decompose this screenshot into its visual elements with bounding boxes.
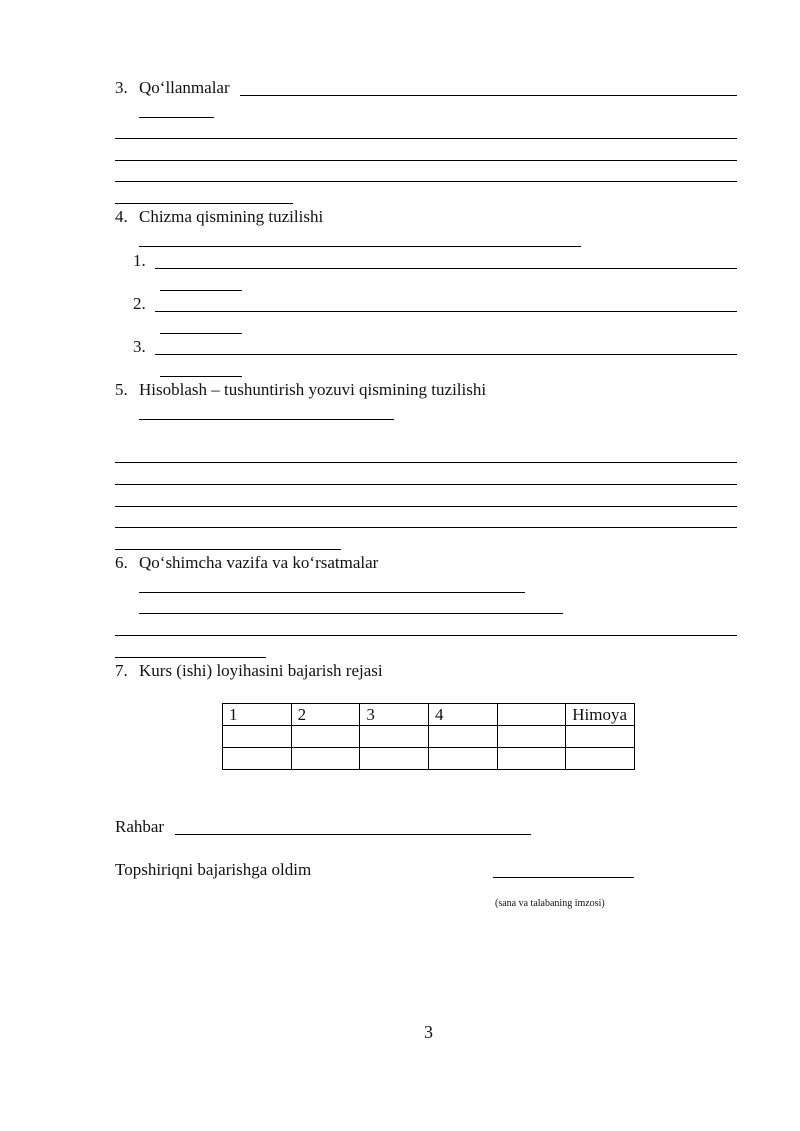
fill-line[interactable] — [115, 203, 293, 204]
fill-line[interactable] — [139, 613, 563, 614]
fill-line[interactable] — [139, 246, 581, 247]
student-signature-line[interactable] — [493, 877, 634, 878]
signature-caption: (sana va talabaning imzosi) — [495, 898, 605, 909]
fill-line[interactable] — [155, 354, 737, 355]
fill-line[interactable] — [115, 160, 737, 161]
fill-line[interactable] — [155, 311, 737, 312]
table-header-row — [223, 704, 635, 726]
table-header-cell: 1 — [223, 704, 292, 726]
supervisor-label: Rahbar — [115, 817, 165, 836]
fill-line[interactable] — [115, 462, 737, 463]
table-cell[interactable] — [566, 748, 635, 770]
section-7-title: Kurs (ishi) loyihasini bajarish rejasi — [139, 661, 383, 680]
fill-line[interactable] — [240, 95, 737, 96]
table-cell[interactable] — [428, 748, 497, 770]
fill-line[interactable] — [115, 506, 737, 507]
section-4-item-3: 3. — [133, 337, 146, 356]
table-header-cell: 3 — [360, 704, 429, 726]
table-cell[interactable] — [360, 726, 429, 748]
table-row — [223, 726, 635, 748]
table-cell[interactable] — [291, 748, 360, 770]
fill-line[interactable] — [115, 549, 341, 550]
fill-line[interactable] — [115, 527, 737, 528]
table-cell[interactable] — [223, 748, 292, 770]
plan-table — [222, 703, 635, 770]
table-header-cell — [497, 704, 566, 726]
section-4-number: 4. — [115, 207, 128, 226]
fill-line[interactable] — [160, 290, 242, 291]
fill-line[interactable] — [139, 419, 394, 420]
table-cell[interactable] — [360, 748, 429, 770]
fill-line[interactable] — [139, 117, 214, 118]
fill-line[interactable] — [155, 268, 737, 269]
table-cell[interactable] — [291, 726, 360, 748]
fill-line[interactable] — [160, 333, 242, 334]
section-3-number: 3. — [115, 78, 128, 97]
section-5-title: Hisoblash – tushuntirish yozuvi qismining tuzilishi — [139, 380, 487, 399]
table-cell[interactable] — [497, 726, 566, 748]
section-6-title: Qo‘shimcha vazifa va ko‘rsatmalar — [139, 553, 379, 572]
page-number: 3 — [424, 1022, 433, 1042]
fill-line[interactable] — [139, 592, 525, 593]
table-header-cell: 2 — [291, 704, 360, 726]
table-cell[interactable] — [497, 748, 566, 770]
section-4-item-2: 2. — [133, 294, 146, 313]
section-7-number: 7. — [115, 661, 128, 680]
section-5-number: 5. — [115, 380, 128, 399]
table-cell[interactable] — [566, 726, 635, 748]
section-6-number: 6. — [115, 553, 128, 572]
fill-line[interactable] — [115, 484, 737, 485]
table-row — [223, 748, 635, 770]
table-cell[interactable] — [428, 726, 497, 748]
table-header-cell: 4 — [428, 704, 497, 726]
supervisor-signature-line[interactable] — [175, 834, 531, 835]
fill-line[interactable] — [115, 657, 266, 658]
section-4-title: Chizma qismining tuzilishi — [139, 207, 324, 226]
accepted-label: Topshiriqni bajarishga oldim — [115, 860, 312, 879]
fill-line[interactable] — [115, 181, 737, 182]
fill-line[interactable] — [115, 635, 737, 636]
table-cell[interactable] — [223, 726, 292, 748]
fill-line[interactable] — [160, 376, 242, 377]
table-header-cell: Himoya — [566, 704, 635, 726]
section-3-title: Qo‘llanmalar — [139, 78, 230, 97]
section-4-item-1: 1. — [133, 251, 146, 270]
fill-line[interactable] — [115, 138, 737, 139]
